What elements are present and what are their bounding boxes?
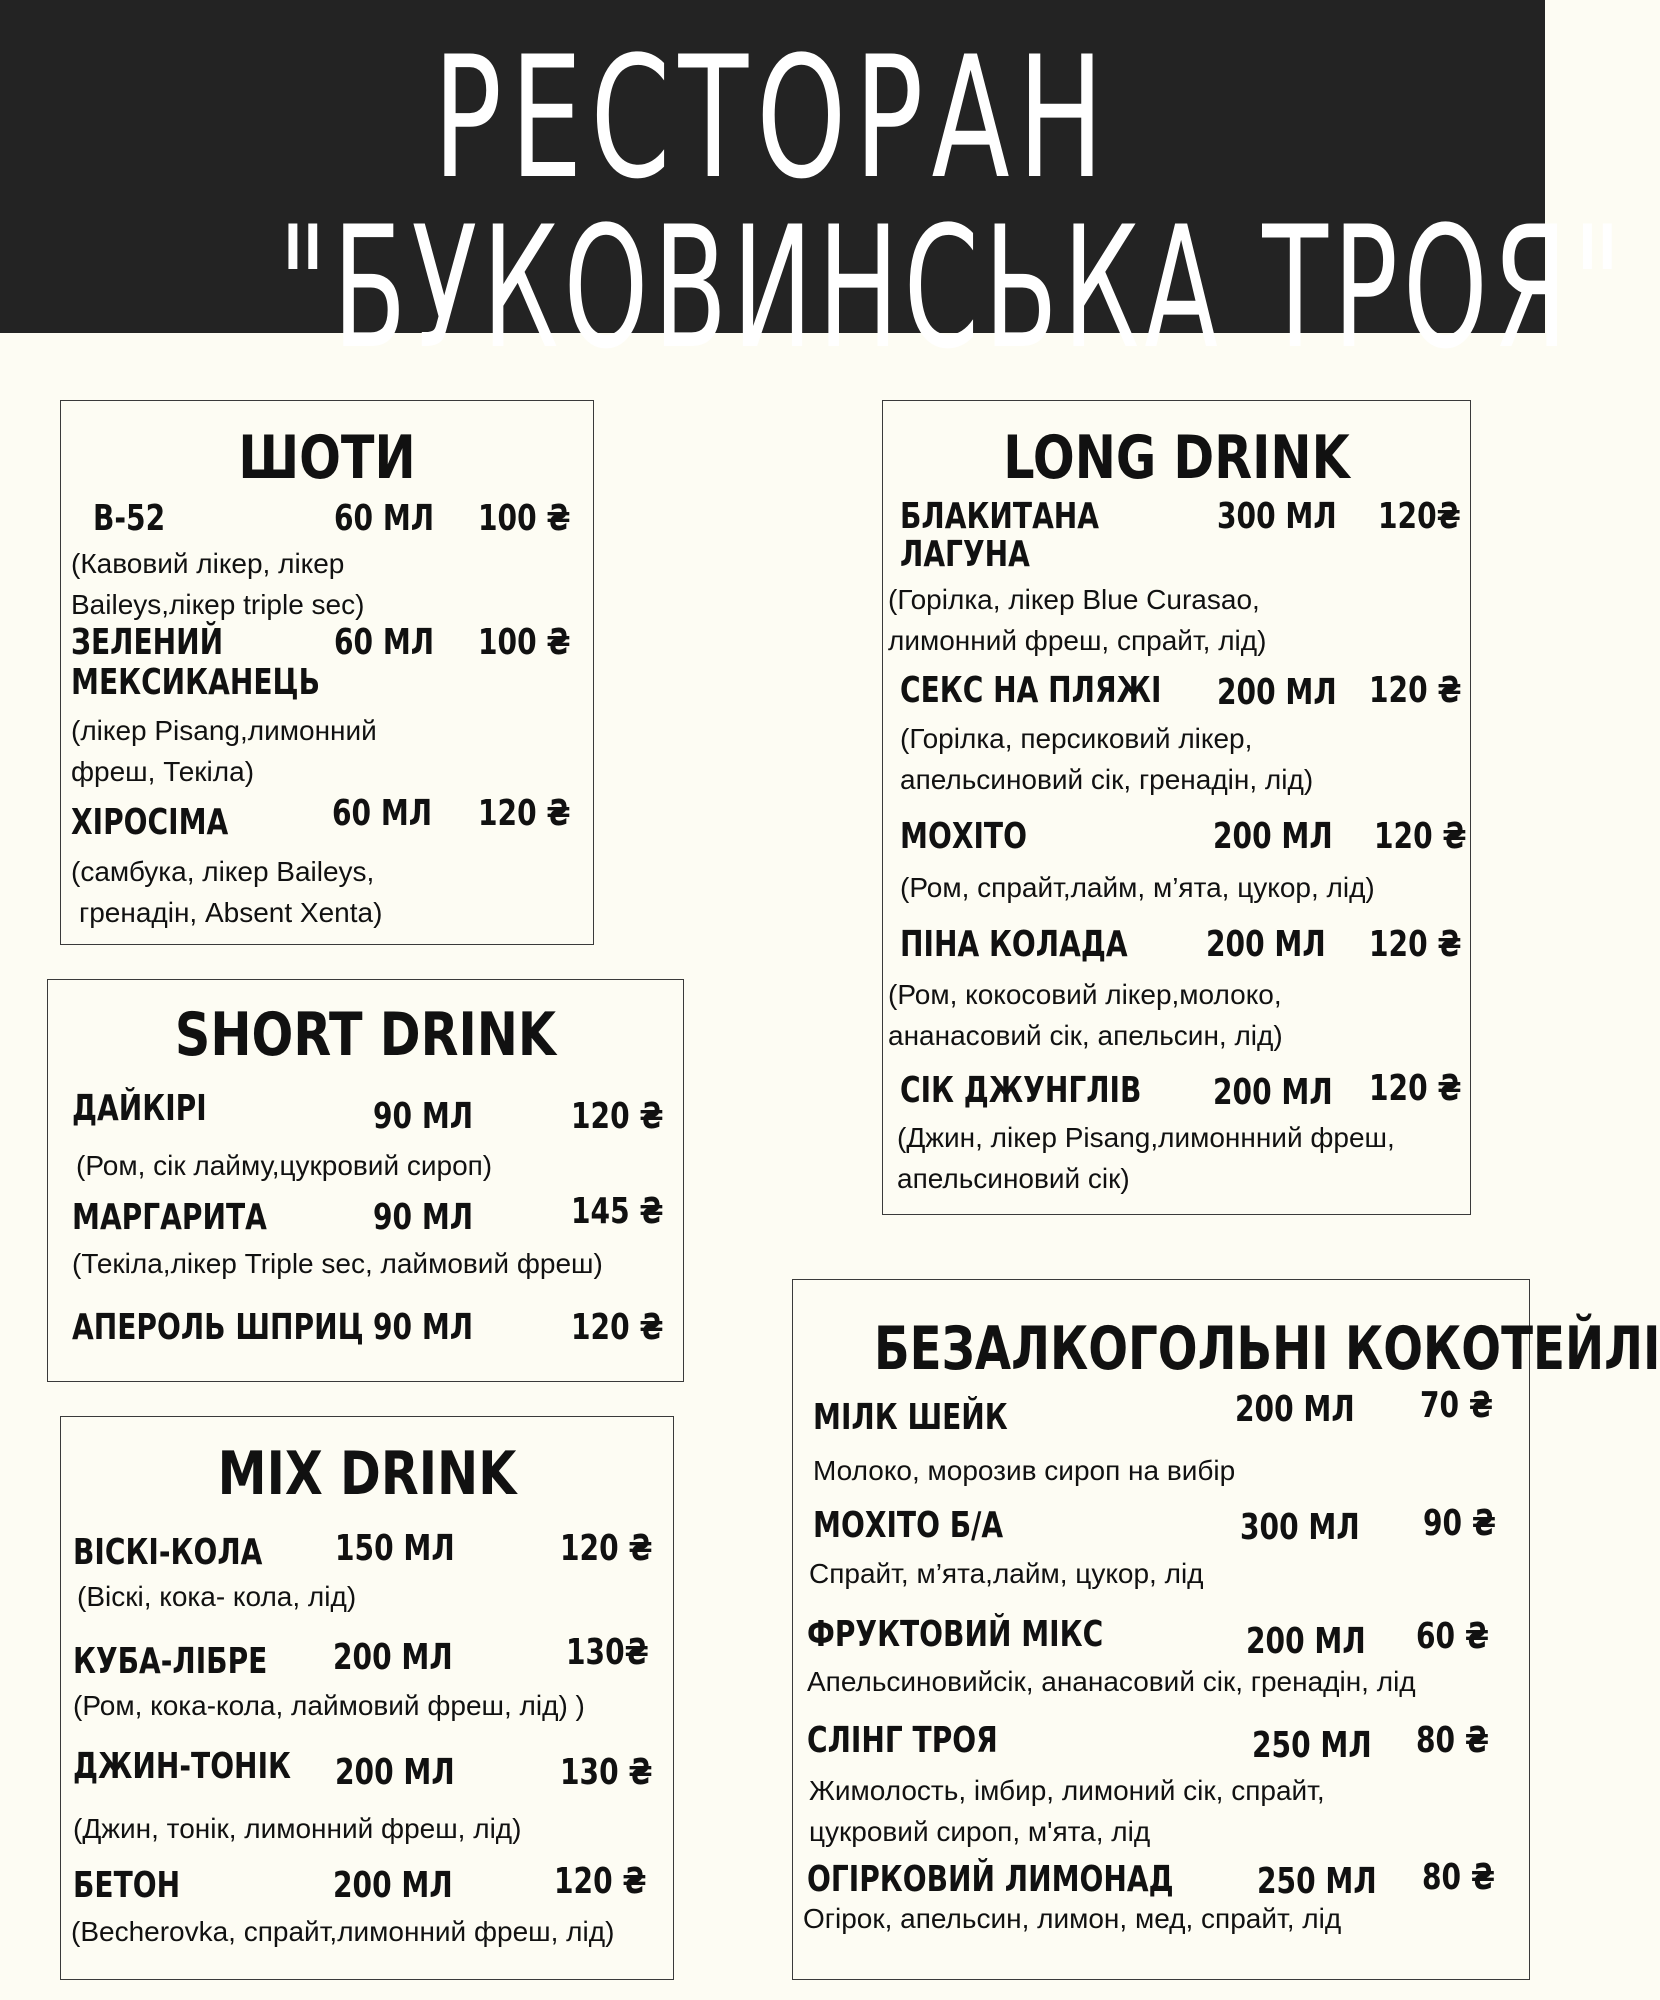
item-description: (Ром, сік лайму,цукровий сироп) <box>76 1150 493 1181</box>
item-price: 120 ₴ <box>1369 670 1462 711</box>
section-title: MIX DRINK <box>217 1439 517 1509</box>
item-price: 120 ₴ <box>1374 816 1467 857</box>
section-title: БЕЗАЛКОГОЛЬНІ КОКОТЕЙЛІ <box>873 1314 1660 1384</box>
item-description: гренадін, Absent Xenta) <box>79 897 383 928</box>
item-description: (Becherovka, спрайт,лимонний фреш, лід) <box>71 1916 615 1947</box>
item-description: (Джин, лікер Pisang,лимоннний фреш, <box>897 1122 1395 1153</box>
item-price: 120 ₴ <box>571 1307 664 1348</box>
item-name: МОХІТО <box>900 816 1027 857</box>
item-name: ЗЕЛЕНИЙ <box>71 622 224 663</box>
item-name: СЛІНГ ТРОЯ <box>807 1720 998 1761</box>
item-description: (Горілка, лікер Blue Curasao, <box>888 584 1260 615</box>
item-volume: 90 МЛ <box>373 1096 474 1137</box>
section-title: LONG DRINK <box>1003 423 1350 493</box>
item-volume: 250 МЛ <box>1257 1861 1377 1902</box>
item-description: апельсиновий сік, гренадін, лід) <box>900 764 1314 795</box>
item-description: (Ром, кокосовий лікер,молоко, <box>888 979 1282 1010</box>
item-price: 120 ₴ <box>478 793 571 834</box>
item-volume: 60 МЛ <box>334 622 435 663</box>
long-drink-section <box>882 400 1471 1215</box>
item-name: СЕКС НА ПЛЯЖІ <box>900 670 1162 711</box>
section-title: ШОТИ <box>238 423 416 493</box>
item-price: 120 ₴ <box>560 1528 653 1569</box>
item-volume: 150 МЛ <box>335 1528 455 1569</box>
item-description: Спрайт, м’ята,лайм, цукор, лід <box>809 1558 1204 1589</box>
item-price: 100 ₴ <box>478 498 571 539</box>
item-description: (Ром, спрайт,лайм, м’ята, цукор, лід) <box>900 872 1375 903</box>
item-price: 70 ₴ <box>1420 1385 1493 1426</box>
item-description: (лікер Pisang,лимонний <box>71 715 377 746</box>
item-price: 90 ₴ <box>1423 1503 1496 1544</box>
item-name: МІЛК ШЕЙК <box>813 1397 1008 1438</box>
item-price: 145 ₴ <box>571 1191 664 1232</box>
item-name: ОГІРКОВИЙ ЛИМОНАД <box>807 1859 1174 1900</box>
item-description: ананасовий сік, апельсин, лід) <box>888 1020 1283 1051</box>
item-name: МАРГАРИТА <box>72 1197 267 1238</box>
item-description: Молоко, морозив сироп на вибір <box>813 1455 1236 1486</box>
item-volume: 90 МЛ <box>373 1197 474 1238</box>
item-name: ПІНА КОЛАДА <box>900 924 1128 965</box>
mix-drink-section <box>60 1416 674 1980</box>
item-price: 120 ₴ <box>1369 924 1462 965</box>
header-banner <box>0 0 1628 386</box>
item-volume: 300 МЛ <box>1240 1507 1360 1548</box>
item-volume: 200 МЛ <box>335 1752 455 1793</box>
item-price: 80 ₴ <box>1422 1857 1495 1898</box>
item-price: 130 ₴ <box>560 1752 653 1793</box>
item-name: ДЖИН-ТОНІК <box>73 1746 291 1787</box>
item-volume: 200 МЛ <box>1213 816 1333 857</box>
item-name: СІК ДЖУНГЛІВ <box>900 1070 1142 1111</box>
item-description: Baileys,лікер triple sec) <box>71 589 365 620</box>
item-description: Жимолость, імбир, лимоний сік, спрайт, <box>809 1775 1325 1806</box>
item-description: (Текіла,лікер Triple sec, лаймовий фреш) <box>72 1248 603 1279</box>
item-name: АПЕРОЛЬ ШПРИЦ <box>72 1307 364 1348</box>
item-name: МОХІТО Б/А <box>813 1505 1004 1546</box>
item-description: (самбука, лікер Baileys, <box>71 856 375 887</box>
item-price: 120 ₴ <box>554 1861 647 1902</box>
item-name: ХІРОСІМА <box>71 802 229 843</box>
item-description: Огірок, апельсин, лимон, мед, спрайт, лід <box>803 1903 1342 1934</box>
item-name: ФРУКТОВИЙ МІКС <box>807 1614 1104 1655</box>
restaurant-title-line1: РЕСТОРАН <box>433 20 1112 216</box>
item-description: (Горілка, персиковий лікер, <box>900 723 1253 754</box>
item-description: цукровий сироп, м'ята, лід <box>809 1816 1151 1847</box>
item-name: КУБА-ЛІБРЕ <box>73 1641 268 1682</box>
item-volume: 200 МЛ <box>1217 672 1337 713</box>
non-alcoholic-section <box>792 1279 1660 1980</box>
item-description: Апельсиновийсік, ананасовий сік, гренадін, лід <box>807 1666 1416 1697</box>
item-volume: 300 МЛ <box>1217 496 1337 537</box>
item-volume: 250 МЛ <box>1252 1725 1372 1766</box>
item-volume: 60 МЛ <box>334 498 435 539</box>
item-description: (Кавовий лікер, лікер <box>71 548 345 579</box>
item-name: ЛАГУНА <box>900 534 1030 575</box>
item-volume: 200 МЛ <box>1206 924 1326 965</box>
item-name: БЕТОН <box>73 1865 181 1906</box>
item-price: 120₴ <box>1378 496 1461 537</box>
item-name: B-52 <box>93 498 166 539</box>
item-volume: 200 МЛ <box>333 1637 453 1678</box>
item-volume: 200 МЛ <box>1246 1621 1366 1662</box>
item-name: ВІСКІ-КОЛА <box>73 1532 263 1573</box>
item-description: апельсиновий сік) <box>897 1163 1130 1194</box>
item-name: МЕКСИКАНЕЦЬ <box>71 662 321 703</box>
item-price: 100 ₴ <box>478 622 571 663</box>
item-volume: 90 МЛ <box>373 1307 474 1348</box>
restaurant-title-line2: "БУКОВИНСЬКА ТРОЯ" <box>278 190 1628 386</box>
item-description: (Віскі, кока- кола, лід) <box>77 1581 357 1612</box>
item-price: 80 ₴ <box>1416 1720 1489 1761</box>
item-description: лимонний фреш, спрайт, лід) <box>888 625 1267 656</box>
item-name: БЛАКИТАНА <box>900 496 1100 537</box>
item-price: 130₴ <box>566 1632 649 1673</box>
section-title: SHORT DRINK <box>174 1000 557 1070</box>
item-volume: 200 МЛ <box>1213 1072 1333 1113</box>
item-volume: 200 МЛ <box>333 1865 453 1906</box>
shots-section <box>60 400 594 945</box>
item-description: (Ром, кока-кола, лаймовий фреш, лід) ) <box>73 1690 585 1721</box>
item-description: фреш, Текіла) <box>71 756 255 787</box>
item-price: 120 ₴ <box>1369 1068 1462 1109</box>
item-volume: 60 МЛ <box>332 793 433 834</box>
item-name: ДАЙКІРІ <box>72 1088 207 1129</box>
item-description: (Джин, тонік, лимонний фреш, лід) <box>73 1813 522 1844</box>
item-price: 120 ₴ <box>571 1096 664 1137</box>
item-price: 60 ₴ <box>1416 1616 1489 1657</box>
item-volume: 200 МЛ <box>1235 1389 1355 1430</box>
short-drink-section <box>47 979 684 1382</box>
